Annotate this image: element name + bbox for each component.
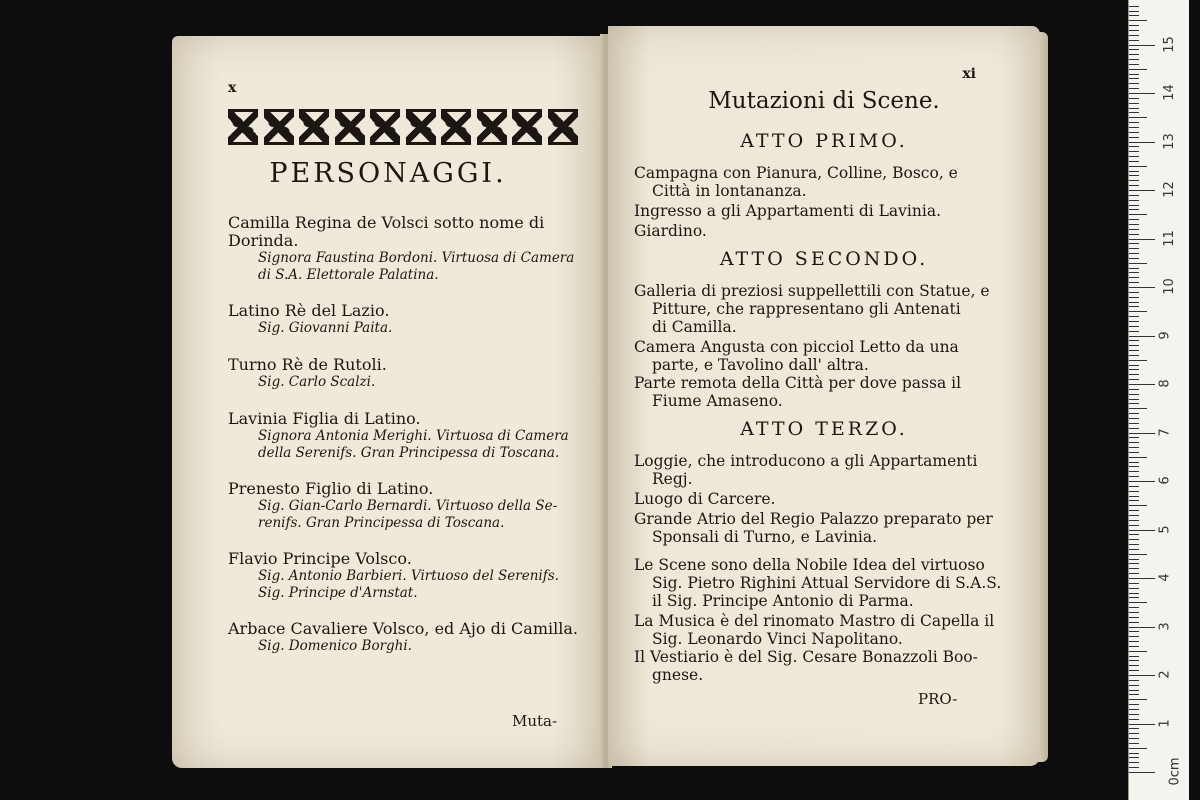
ruler-tick bbox=[1129, 583, 1139, 584]
character-role-cont: Dorinda. bbox=[228, 231, 299, 250]
ruler-tick bbox=[1129, 345, 1139, 346]
page-number-right: xi bbox=[962, 66, 976, 82]
ruler-tick bbox=[1129, 355, 1139, 356]
ruler-tick bbox=[1129, 622, 1139, 623]
scene-text: Luogo di Carcere. bbox=[634, 490, 776, 508]
ruler-tick bbox=[1129, 336, 1155, 337]
ruler-label: 7 bbox=[1157, 427, 1173, 437]
ruler-tick bbox=[1129, 142, 1155, 143]
ruler-tick bbox=[1129, 680, 1139, 681]
ruler-tick bbox=[1129, 360, 1147, 361]
ornament-icon bbox=[406, 109, 436, 145]
ruler-tick bbox=[1129, 263, 1147, 264]
character-entry bbox=[228, 410, 588, 462]
ruler-tick bbox=[1129, 699, 1147, 700]
personaggi-title: PERSONAGGI. bbox=[269, 158, 507, 189]
ruler-tick bbox=[1129, 243, 1139, 244]
singer-name: Sig. Gian-Carlo Bernardi. Virtuoso della Se- bbox=[258, 498, 558, 514]
scene-text-cont: Pitture, che rappresentano gli Antenati bbox=[652, 300, 961, 318]
ruler-tick bbox=[1129, 127, 1139, 128]
singer-name: Sig. Domenico Borghi. bbox=[258, 638, 412, 654]
ruler-tick bbox=[1129, 239, 1155, 240]
scene-text: Giardino. bbox=[634, 222, 707, 240]
ruler-tick bbox=[1129, 724, 1155, 725]
scene-line bbox=[634, 202, 1024, 220]
ruler-tick bbox=[1129, 151, 1139, 152]
ruler-label: 15 bbox=[1161, 35, 1177, 53]
scene-line bbox=[634, 164, 1024, 200]
ruler-tick bbox=[1129, 520, 1139, 521]
ruler-tick bbox=[1129, 428, 1139, 429]
ruler-tick bbox=[1129, 670, 1139, 671]
character-entry bbox=[228, 550, 588, 602]
ruler-label: 3 bbox=[1157, 621, 1173, 631]
ruler-tick bbox=[1129, 93, 1155, 94]
ruler-tick bbox=[1129, 200, 1139, 201]
ruler-tick bbox=[1129, 331, 1139, 332]
ruler-label: 2 bbox=[1157, 670, 1173, 679]
ruler-tick bbox=[1129, 563, 1139, 564]
ruler-tick bbox=[1129, 597, 1139, 598]
scene-text: Parte remota della Città per dove passa il bbox=[634, 374, 962, 392]
ruler-tick bbox=[1129, 762, 1139, 763]
ruler-tick bbox=[1129, 719, 1139, 720]
ruler-tick bbox=[1129, 365, 1139, 366]
ruler-tick bbox=[1129, 171, 1139, 172]
ornament-icon bbox=[335, 109, 365, 145]
catchword-right: PRO- bbox=[918, 690, 958, 708]
ruler-tick bbox=[1129, 709, 1139, 710]
ruler-tick bbox=[1129, 190, 1155, 191]
ruler-tick bbox=[1129, 452, 1139, 453]
right-page bbox=[608, 26, 1040, 766]
open-book bbox=[172, 24, 1052, 774]
ruler-tick bbox=[1129, 544, 1139, 545]
character-entry bbox=[228, 356, 588, 391]
ruler-tick bbox=[1129, 510, 1139, 511]
scene-text: Galleria di preziosi suppellettili con Statue, e bbox=[634, 282, 990, 300]
ornament-icon bbox=[299, 109, 329, 145]
ruler-label: 1 bbox=[1157, 718, 1173, 728]
ruler-tick bbox=[1129, 340, 1139, 341]
singer-name: Sig. Giovanni Paita. bbox=[258, 320, 393, 336]
act-heading: ATTO SECONDO. bbox=[719, 248, 929, 270]
ruler-tick bbox=[1129, 462, 1139, 463]
ruler-label: 14 bbox=[1161, 84, 1177, 101]
catchword-left: Muta- bbox=[512, 712, 558, 730]
credit-line bbox=[634, 556, 1024, 610]
ruler-tick bbox=[1129, 69, 1147, 70]
ruler-tick bbox=[1129, 35, 1139, 36]
singer-name: Signora Faustina Bordoni. Virtuosa di Camera bbox=[258, 250, 575, 266]
scene-line bbox=[634, 338, 1024, 374]
ruler-tick bbox=[1129, 137, 1139, 138]
ruler-label: 6 bbox=[1157, 476, 1173, 485]
character-role: Turno Rè de Rutoli. bbox=[228, 355, 387, 374]
ruler-tick bbox=[1129, 530, 1155, 531]
scene-text-cont: Regj. bbox=[652, 470, 693, 488]
ruler-tick bbox=[1129, 476, 1139, 477]
ruler-tick bbox=[1129, 180, 1139, 181]
ruler-tick bbox=[1129, 229, 1139, 230]
ruler-tick bbox=[1129, 602, 1147, 603]
ruler-tick bbox=[1129, 607, 1139, 608]
ruler-tick bbox=[1129, 481, 1155, 482]
ruler-tick bbox=[1129, 627, 1155, 628]
scene-line bbox=[634, 510, 1024, 546]
ruler-tick bbox=[1129, 631, 1139, 632]
ruler-tick bbox=[1129, 59, 1139, 60]
ruler-tick bbox=[1129, 15, 1139, 16]
ruler-tick bbox=[1129, 277, 1139, 278]
ruler-tick bbox=[1129, 369, 1139, 370]
ruler-tick bbox=[1129, 389, 1139, 390]
ruler-tick bbox=[1129, 748, 1147, 749]
scene-text: Loggie, che introducono a gli Appartamenti bbox=[634, 452, 978, 470]
credit-text-cont: gnese. bbox=[652, 666, 704, 684]
ruler-tick bbox=[1129, 646, 1139, 647]
ruler-tick bbox=[1129, 665, 1139, 666]
credit-line bbox=[634, 612, 1024, 648]
scene-text-cont: parte, e Tavolino dall' altra. bbox=[652, 356, 869, 374]
ruler-tick bbox=[1129, 108, 1139, 109]
ruler-tick bbox=[1129, 25, 1139, 26]
ruler-tick bbox=[1129, 534, 1139, 535]
singer-name-cont: Sig. Principe d'Arnstat. bbox=[258, 585, 418, 601]
credit-text: Il Vestiario è del Sig. Cesare Bonazzoli Boo- bbox=[634, 648, 978, 666]
ruler-label: 10 bbox=[1161, 278, 1177, 295]
ruler-tick bbox=[1129, 757, 1139, 758]
scene-line bbox=[634, 490, 1024, 508]
ruler-tick bbox=[1129, 525, 1139, 526]
ruler-tick bbox=[1129, 6, 1139, 7]
ruler-tick bbox=[1129, 78, 1139, 79]
ruler-tick bbox=[1129, 98, 1139, 99]
singer-name: Sig. Antonio Barbieri. Virtuoso del Serenifs. bbox=[258, 568, 559, 584]
ruler-tick bbox=[1129, 185, 1139, 186]
ruler-tick bbox=[1129, 195, 1139, 196]
ruler-label: 4 bbox=[1157, 573, 1173, 582]
ornament-icon bbox=[441, 109, 471, 145]
ruler-tick bbox=[1129, 651, 1147, 652]
ruler-tick bbox=[1129, 316, 1139, 317]
ruler-tick bbox=[1129, 326, 1139, 327]
ruler-tick bbox=[1129, 219, 1139, 220]
ruler-tick bbox=[1129, 704, 1139, 705]
ruler-tick bbox=[1129, 248, 1139, 249]
ruler-tick bbox=[1129, 103, 1139, 104]
ruler-tick bbox=[1129, 83, 1139, 84]
singer-name: Sig. Carlo Scalzi. bbox=[258, 374, 376, 390]
scene-text-cont: Città in lontananza. bbox=[652, 182, 807, 200]
ruler-tick bbox=[1129, 117, 1147, 118]
ruler-tick bbox=[1129, 311, 1147, 312]
ruler-tick bbox=[1129, 496, 1139, 497]
measuring-ruler bbox=[1128, 0, 1189, 800]
scene-text: Camera Angusta con picciol Letto da una bbox=[634, 338, 959, 356]
ruler-tick bbox=[1129, 593, 1139, 594]
character-entry bbox=[228, 480, 588, 532]
ruler-tick bbox=[1129, 738, 1139, 739]
ruler-tick bbox=[1129, 88, 1139, 89]
ruler-tick bbox=[1129, 500, 1139, 501]
ruler-tick bbox=[1129, 282, 1139, 283]
character-entry bbox=[228, 302, 588, 337]
scene-text-cont: Sponsali di Turno, e Lavinia. bbox=[652, 528, 878, 546]
act-heading: ATTO TERZO. bbox=[740, 418, 908, 440]
ruler-tick bbox=[1129, 54, 1139, 55]
ruler-tick bbox=[1129, 321, 1139, 322]
ruler-tick bbox=[1129, 767, 1139, 768]
character-role: Lavinia Figlia di Latino. bbox=[228, 409, 421, 428]
ruler-tick bbox=[1129, 559, 1139, 560]
ruler-tick bbox=[1129, 413, 1139, 414]
ruler-tick bbox=[1129, 122, 1139, 123]
ruler-label: 8 bbox=[1157, 379, 1173, 388]
ruler-tick bbox=[1129, 30, 1139, 31]
ruler-tick bbox=[1129, 694, 1139, 695]
ruler-tick bbox=[1129, 379, 1139, 380]
ornament-icon bbox=[512, 109, 542, 145]
ruler-tick bbox=[1129, 287, 1155, 288]
ruler-tick bbox=[1129, 297, 1139, 298]
ruler-tick bbox=[1129, 234, 1139, 235]
ruler-tick bbox=[1129, 268, 1139, 269]
ruler-tick bbox=[1129, 714, 1139, 715]
ruler-tick bbox=[1129, 433, 1155, 434]
ruler-tick bbox=[1129, 408, 1147, 409]
ruler-tick bbox=[1129, 690, 1139, 691]
ruler-tick bbox=[1129, 403, 1139, 404]
ruler-tick bbox=[1129, 578, 1155, 579]
ruler-tick bbox=[1129, 166, 1147, 167]
ruler-tick bbox=[1129, 209, 1139, 210]
ruler-tick bbox=[1129, 292, 1139, 293]
ruler-label: 11 bbox=[1161, 229, 1177, 247]
ruler-tick bbox=[1129, 675, 1155, 676]
ruler-tick bbox=[1129, 515, 1139, 516]
ruler-tick bbox=[1129, 161, 1139, 162]
ruler-tick bbox=[1129, 156, 1139, 157]
singer-name-cont: renifs. Gran Principessa di Toscana. bbox=[258, 515, 505, 531]
ornament-icon bbox=[228, 109, 258, 145]
mutazioni-title: Mutazioni di Scene. bbox=[708, 88, 940, 114]
ornament-icon bbox=[548, 109, 578, 145]
ruler-label: 12 bbox=[1161, 181, 1177, 198]
ruler-tick bbox=[1129, 258, 1139, 259]
ruler-tick bbox=[1129, 394, 1139, 395]
ruler-tick bbox=[1129, 549, 1139, 550]
ruler-tick bbox=[1129, 486, 1139, 487]
ruler-tick bbox=[1129, 636, 1139, 637]
page-number-left: x bbox=[228, 80, 237, 96]
ruler-tick bbox=[1129, 302, 1139, 303]
ruler-tick bbox=[1129, 772, 1155, 773]
ruler-tick bbox=[1129, 656, 1139, 657]
scene-text-cont: Fiume Amaseno. bbox=[652, 392, 783, 410]
character-entry bbox=[228, 620, 588, 655]
ruler-tick bbox=[1129, 660, 1139, 661]
singer-name-cont: di S.A. Elettorale Palatina. bbox=[258, 267, 439, 283]
ruler-tick bbox=[1129, 457, 1147, 458]
ruler-label: 0cm bbox=[1167, 757, 1183, 786]
credit-text-cont: Sig. Pietro Righini Attual Servidore di S.A.S. bbox=[652, 574, 1002, 592]
ruler-tick bbox=[1129, 728, 1139, 729]
ruler-tick bbox=[1129, 40, 1139, 41]
scene-text: Campagna con Pianura, Colline, Bosco, e bbox=[634, 164, 958, 182]
character-role: Camilla Regina de Volsci sotto nome di bbox=[228, 213, 545, 232]
ruler-tick bbox=[1129, 505, 1147, 506]
character-role: Arbace Cavaliere Volsco, ed Ajo di Camilla. bbox=[228, 619, 578, 638]
ruler-tick bbox=[1129, 11, 1139, 12]
left-page bbox=[172, 36, 604, 768]
ruler-tick bbox=[1129, 641, 1139, 642]
ruler-tick bbox=[1129, 112, 1139, 113]
ruler-tick bbox=[1129, 146, 1139, 147]
ruler-tick bbox=[1129, 685, 1139, 686]
ruler-tick bbox=[1129, 471, 1139, 472]
ruler-tick bbox=[1129, 568, 1139, 569]
ruler-tick bbox=[1129, 224, 1139, 225]
singer-name: Signora Antonia Merighi. Virtuosa di Camera bbox=[258, 428, 569, 444]
ruler-label: 5 bbox=[1157, 524, 1173, 534]
credit-text: Le Scene sono della Nobile Idea del virtuoso bbox=[634, 556, 985, 574]
ruler-tick bbox=[1129, 399, 1139, 400]
ruler-tick bbox=[1129, 253, 1139, 254]
ruler-label: 9 bbox=[1157, 330, 1173, 340]
credit-text-cont: il Sig. Principe Antonio di Parma. bbox=[652, 592, 914, 610]
ruler-tick bbox=[1129, 743, 1139, 744]
character-role: Flavio Principe Volsco. bbox=[228, 549, 412, 568]
ruler-tick bbox=[1129, 539, 1139, 540]
ruler-tick bbox=[1129, 306, 1139, 307]
ruler-tick bbox=[1129, 132, 1139, 133]
ruler-tick bbox=[1129, 588, 1139, 589]
ornament-icon bbox=[264, 109, 294, 145]
ruler-tick bbox=[1129, 617, 1139, 618]
ruler-tick bbox=[1129, 350, 1139, 351]
ruler-tick bbox=[1129, 733, 1139, 734]
ruler-tick bbox=[1129, 49, 1139, 50]
scene-text-cont: di Camilla. bbox=[652, 318, 737, 336]
scene-line bbox=[634, 282, 1024, 336]
ruler-tick bbox=[1129, 20, 1147, 21]
ornament-icon bbox=[477, 109, 507, 145]
ornament-band bbox=[228, 110, 578, 144]
character-role: Prenesto Figlio di Latino. bbox=[228, 479, 434, 498]
scene-line bbox=[634, 374, 1024, 410]
ruler-tick bbox=[1129, 175, 1139, 176]
ruler-tick bbox=[1129, 554, 1147, 555]
ruler-tick bbox=[1129, 384, 1155, 385]
scene-line bbox=[634, 452, 1024, 488]
scene-line bbox=[634, 222, 1024, 240]
ruler-tick bbox=[1129, 442, 1139, 443]
ruler-tick bbox=[1129, 205, 1139, 206]
ruler-tick bbox=[1129, 753, 1139, 754]
ruler-tick bbox=[1129, 491, 1139, 492]
ornament-icon bbox=[370, 109, 400, 145]
ruler-tick bbox=[1129, 466, 1139, 467]
ruler-tick bbox=[1129, 447, 1139, 448]
ruler-tick bbox=[1129, 74, 1139, 75]
singer-name-cont: della Serenifs. Gran Principessa di Toscana. bbox=[258, 445, 560, 461]
character-entry bbox=[228, 214, 588, 284]
ruler-label: 13 bbox=[1161, 132, 1177, 150]
ruler-tick bbox=[1129, 45, 1155, 46]
ruler-tick bbox=[1129, 423, 1139, 424]
scene-text: Grande Atrio del Regio Palazzo preparato per bbox=[634, 510, 993, 528]
ruler-tick bbox=[1129, 214, 1147, 215]
ruler-tick bbox=[1129, 437, 1139, 438]
ruler-tick bbox=[1129, 612, 1139, 613]
ruler-tick bbox=[1129, 272, 1139, 273]
ruler-tick bbox=[1129, 64, 1139, 65]
ruler-tick bbox=[1129, 573, 1139, 574]
ruler-tick bbox=[1129, 418, 1139, 419]
credit-line bbox=[634, 648, 1024, 684]
scene-text: Ingresso a gli Appartamenti di Lavinia. bbox=[634, 202, 941, 220]
character-role: Latino Rè del Lazio. bbox=[228, 301, 390, 320]
act-heading: ATTO PRIMO. bbox=[740, 130, 908, 152]
ruler-tick bbox=[1129, 374, 1139, 375]
credit-text-cont: Sig. Leonardo Vinci Napolitano. bbox=[652, 630, 903, 648]
credit-text: La Musica è del rinomato Mastro di Capella il bbox=[634, 612, 995, 630]
